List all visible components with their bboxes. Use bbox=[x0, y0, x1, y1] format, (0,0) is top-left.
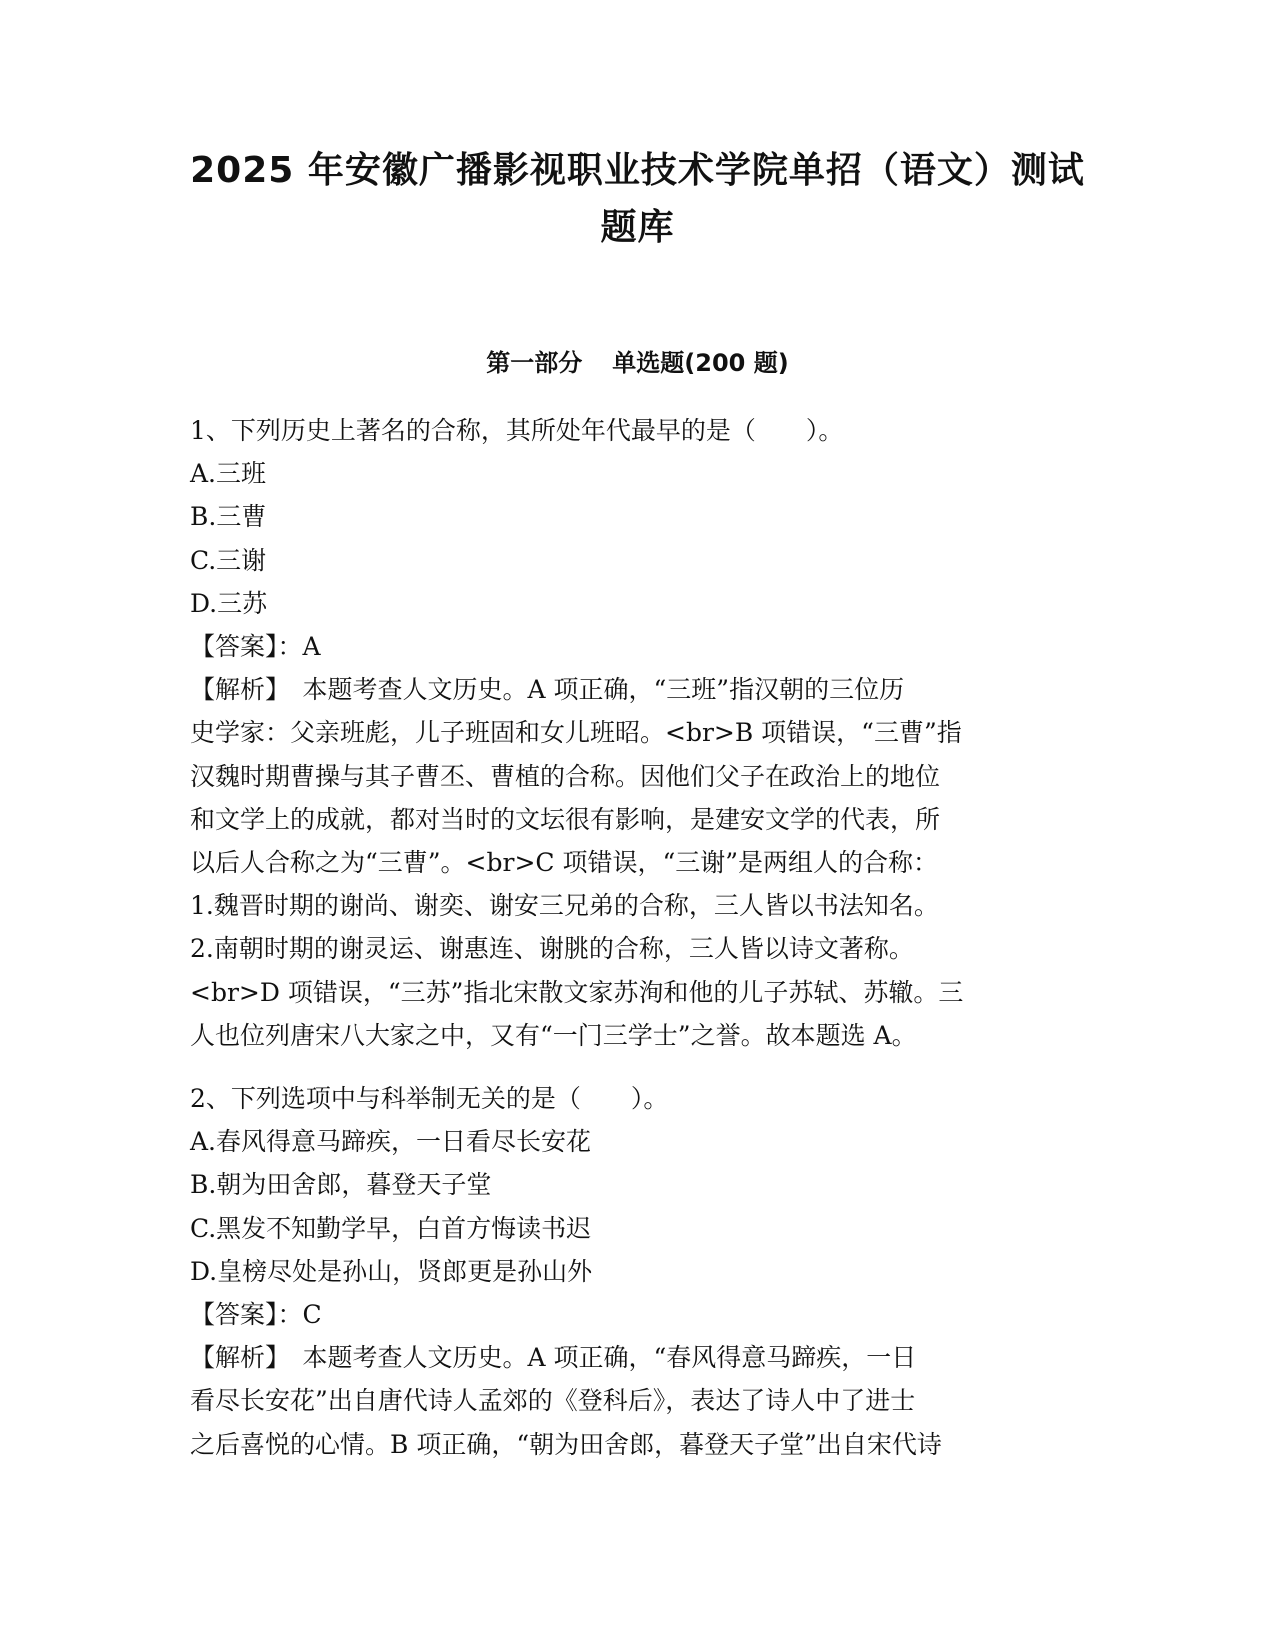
analysis-line: 之后喜悦的心情。B 项正确，“朝为田舍郎，暮登天子堂”出自宋代诗 bbox=[190, 1429, 942, 1459]
question-answer: 【答案】：C bbox=[190, 1300, 322, 1330]
analysis-line: 1.魏晋时期的谢尚、谢奕、谢安三兄弟的合称，三人皆以书法知名。 bbox=[190, 891, 939, 921]
analysis-line: 2.南朝时期的谢灵运、谢惠连、谢朓的合称，三人皆以诗文著称。 bbox=[190, 934, 914, 964]
question-stem: 1、下列历史上著名的合称，其所处年代最早的是（ ）。 bbox=[190, 416, 844, 445]
question-2 bbox=[190, 1077, 1090, 1466]
section-name: 单选题(200 题) bbox=[612, 349, 789, 377]
question-option: A.春风得意马蹄疾，一日看尽长安花 bbox=[190, 1127, 592, 1157]
question-answer: 【答案】：A bbox=[190, 632, 321, 662]
question-option: D.皇榜尽处是孙山，贤郎更是孙山外 bbox=[190, 1256, 593, 1286]
analysis-line: 史学家：父亲班彪，儿子班固和女儿班昭。<br>B 项错误，“三曹”指 bbox=[190, 718, 962, 748]
question-1 bbox=[190, 409, 1090, 1057]
analysis-line: 和文学上的成就，都对当时的文坛很有影响，是建安文学的代表，所 bbox=[190, 804, 941, 834]
document-title-line-2: 题库 bbox=[600, 207, 675, 248]
question-option: B.三曹 bbox=[190, 502, 267, 532]
analysis-line: 【解析】 本题考查人文历史。A 项正确，“三班”指汉朝的三位历 bbox=[190, 675, 905, 705]
section-part: 第一部分 bbox=[486, 349, 583, 377]
analysis-line: 汉魏时期曹操与其子曹丕、曹植的合称。因他们父子在政治上的地位 bbox=[190, 761, 941, 791]
question-option: D.三苏 bbox=[190, 588, 268, 618]
question-option: C.黑发不知勤学早，白首方悔读书迟 bbox=[190, 1213, 592, 1243]
question-option: A.三班 bbox=[190, 459, 267, 489]
document-title-line-1: 2025 年安徽广播影视职业技术学院单招（语文）测试 bbox=[190, 150, 1085, 191]
section-heading bbox=[150, 345, 1125, 381]
analysis-line: 看尽长安花”出自唐代诗人孟郊的《登科后》，表达了诗人中了进士 bbox=[190, 1386, 916, 1416]
analysis-line: 以后人合称之为“三曹”。<br>C 项错误，“三谢”是两组人的合称： bbox=[190, 848, 939, 878]
analysis-line: <br>D 项错误，“三苏”指北宋散文家苏洵和他的儿子苏轼、苏辙。三 bbox=[190, 977, 964, 1007]
question-stem: 2、下列选项中与科举制无关的是（ ）。 bbox=[190, 1084, 669, 1113]
analysis-line: 【解析】 本题考查人文历史。A 项正确，“春风得意马蹄疾，一日 bbox=[190, 1343, 917, 1373]
document-title bbox=[150, 142, 1125, 256]
analysis-line: 人也位列唐宋八大家之中，又有“一门三学士”之誉。故本题选 A。 bbox=[190, 1020, 917, 1050]
question-option: B.朝为田舍郎，暮登天子堂 bbox=[190, 1170, 492, 1200]
question-option: C.三谢 bbox=[190, 545, 267, 575]
